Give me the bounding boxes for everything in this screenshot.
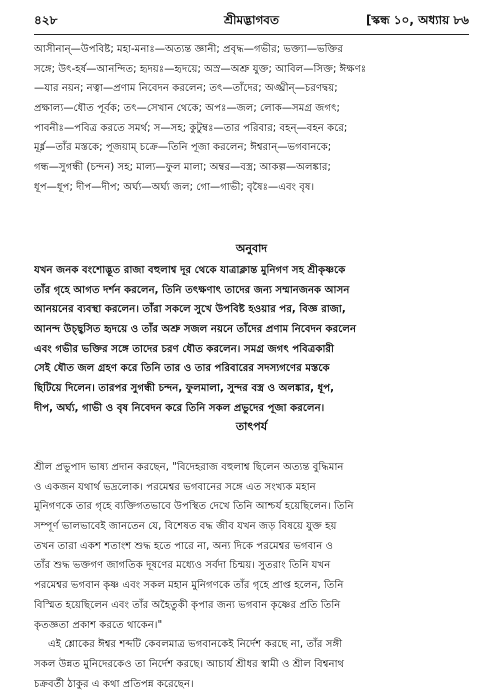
purport-line: এই শ্লোকের ঈশ্বর শব্দটি কেবলমাত্র ভগবানকেই নির্দেশ করছে না, তাঁর সঙ্গী	[48, 639, 343, 651]
translation-line: যখন জনক বংশোদ্ভূত রাজা বহুলাশ্ব দূর থেকে যাত্রাক্লান্ত মুনিগণ সহ শ্রীকৃষ্ণকে	[34, 265, 346, 276]
page-number: ৪২৮	[34, 13, 58, 27]
purport-line: কৃতজ্ঞতা প্রকাশ করতে থাকেন।"	[34, 619, 163, 631]
synonym-line: পাবনীঃ—পবিত্র করতে সমর্থ; স—সহ; কুটুম্বঃ—তার পরিবার; বহন্—বহন করে;	[34, 122, 348, 134]
translation-line: ছিটিয়ে দিলেন। তারপর সুগন্ধী চন্দন, ফুলমালা, সুন্দর বস্ত্র ও অলঙ্কার, ধূপ,	[34, 383, 334, 395]
translation-line: তাঁর গৃহে আগত দর্শন করলেন, তিনি তৎক্ষণাৎ তাদের জন্য সম্মানজনক আসন	[34, 284, 350, 296]
translation-line: এবং গভীর ভক্তির সঙ্গে তাদের চরণ ধৌত করলেন। সমগ্র জগৎ পবিত্রকারী	[34, 343, 334, 355]
synonym-line: ধূপ—ধূপ; দীপ—দীপ; অর্ঘ্য—অর্ঘ্য জল; গো—গাভী; বৃষৈঃ—এবং বৃষ।	[34, 181, 315, 193]
translation-line: দীপ, অর্ঘ্য, গাভী ও বৃষ নিবেদন করে তিনি সকল প্রভুদের পূজা করলেন।	[34, 402, 325, 414]
synonym-line: —যার নয়ন; নত্বা—প্রণাম নিবেদন করলেন; তৎ—তাঁদের; অঙ্ঘ্রীন্—চরণদ্বয়;	[34, 83, 338, 95]
synonym-line: সঙ্গে; উৎ-হর্ষ—আনন্দিত; হৃদয়ঃ—হৃদয়ে; অস্র—অশ্রু যুক্ত; আবিল—সিক্ত; ঈক্ষণঃ	[34, 63, 367, 75]
purport-line: পরমেশ্বর ভগবান কৃষ্ণ এবং সকল মহান মুনিগণকে তাঁর গৃহে প্রাপ্ত হলেন, তিনি	[34, 580, 344, 592]
synonyms-section	[34, 40, 469, 198]
purport-line: বিস্মিত হয়েছিলেন এবং তাঁর অহৈতুকী কৃপার জন্য ভগবান কৃষ্ণের প্রতি তিনি	[34, 599, 341, 611]
purport-section	[34, 458, 469, 694]
header-rule	[34, 34, 469, 35]
synonym-line: মূর্ধ্ন—তাঁর মস্তকে; পূজয়াম্ চক্রে—তিনি পূজা করলেন; ঈশ্বরান্—ভগবানকে;	[34, 142, 332, 154]
purport-line: চক্রবর্তী ঠাকুর এ কথা প্রতিপন্ন করেছেন।	[34, 678, 194, 690]
translation-line: আনয়নের ব্যবস্থা করলেন। তাঁরা সকলে সুখে উপবিষ্ট হওয়ার পর, বিজ্ঞ রাজা,	[34, 304, 346, 316]
purport-line: সম্পূর্ণ ভালভাবেই জানতেন যে, বিশেষত বদ্ধ জীব যখন জড় বিষয়ে যুক্ত হয়	[34, 521, 337, 533]
chapter-reference: [স্কন্ধ ১০, অধ্যায় ৮৬	[365, 13, 469, 27]
purport-line: তাঁর শুদ্ধ ভক্তগণ জাগতিক দূষণের মধ্যেও সর্বদা চিন্ময়। সুতরাং তিনি যখন	[34, 560, 331, 572]
synonym-line: গন্ধ—সুগন্ধী (চন্দন) সহ; মাল্য—ফুল মালা; অম্বর—বস্ত্র; আকল্প—অলঙ্কার;	[34, 162, 331, 174]
purport-heading: তাৎপর্য	[235, 420, 268, 433]
purport-line: মুনিগণকে তার গৃহে ব্যক্তিগতভাবে উপস্থিত দেখে তিনি আশ্চর্য হয়েছিলেন। তিনি	[34, 501, 354, 513]
running-header	[34, 12, 469, 32]
synonym-line: আসীনান্—উপবিষ্ট; মহা-মনাঃ—অত্যন্ত জ্ঞানী; প্রবৃদ্ধ—গভীর; ভক্ত্যা—ভক্তির	[34, 44, 344, 55]
translation-line: সেই ধৌত জল গ্রহণ করে তিনি তার ও তার পরিবারের সদস্যগণের মস্তকে	[34, 363, 330, 375]
synonym-line: প্রক্ষাল্য—ধৌত পূর্বক; তৎ—সেখান থেকে; অপঃ—জল; লোক—সমগ্র জগৎ;	[34, 103, 340, 115]
purport-line: শ্রীল প্রভুপাদ ভাষ্য প্রদান করছেন, "বিদেহরাজ বহুলাশ্ব ছিলেন অত্যন্ত বুদ্ধিমান	[34, 462, 344, 473]
purport-line: তখন তারা একশ শতাংশ শুদ্ধ হতে পারে না, অন্য দিকে পরমেশ্বর ভগবান ও	[34, 540, 334, 552]
purport-line: সকল উন্নত মুনিদেরকেও তা নির্দেশ করছে। আচার্য শ্রীধর স্বামী ও শ্রীল বিশ্বনাথ	[34, 658, 345, 670]
book-title: শ্রীমদ্ভাগবত	[223, 13, 279, 27]
translation-section	[34, 261, 469, 419]
purport-line: ও একজন যথার্থ ভদ্রলোক। পরমেশ্বর ভগবানের সঙ্গে এত সংখ্যক মহান	[34, 481, 316, 493]
translation-line: আনন্দ উচ্ছ্বসিত হৃদয়ে ও তাঁর অশ্রু সজল নয়নে তাঁদের প্রণাম নিবেদন করলেন	[34, 324, 357, 336]
translation-heading: অনুবাদ	[235, 242, 268, 255]
